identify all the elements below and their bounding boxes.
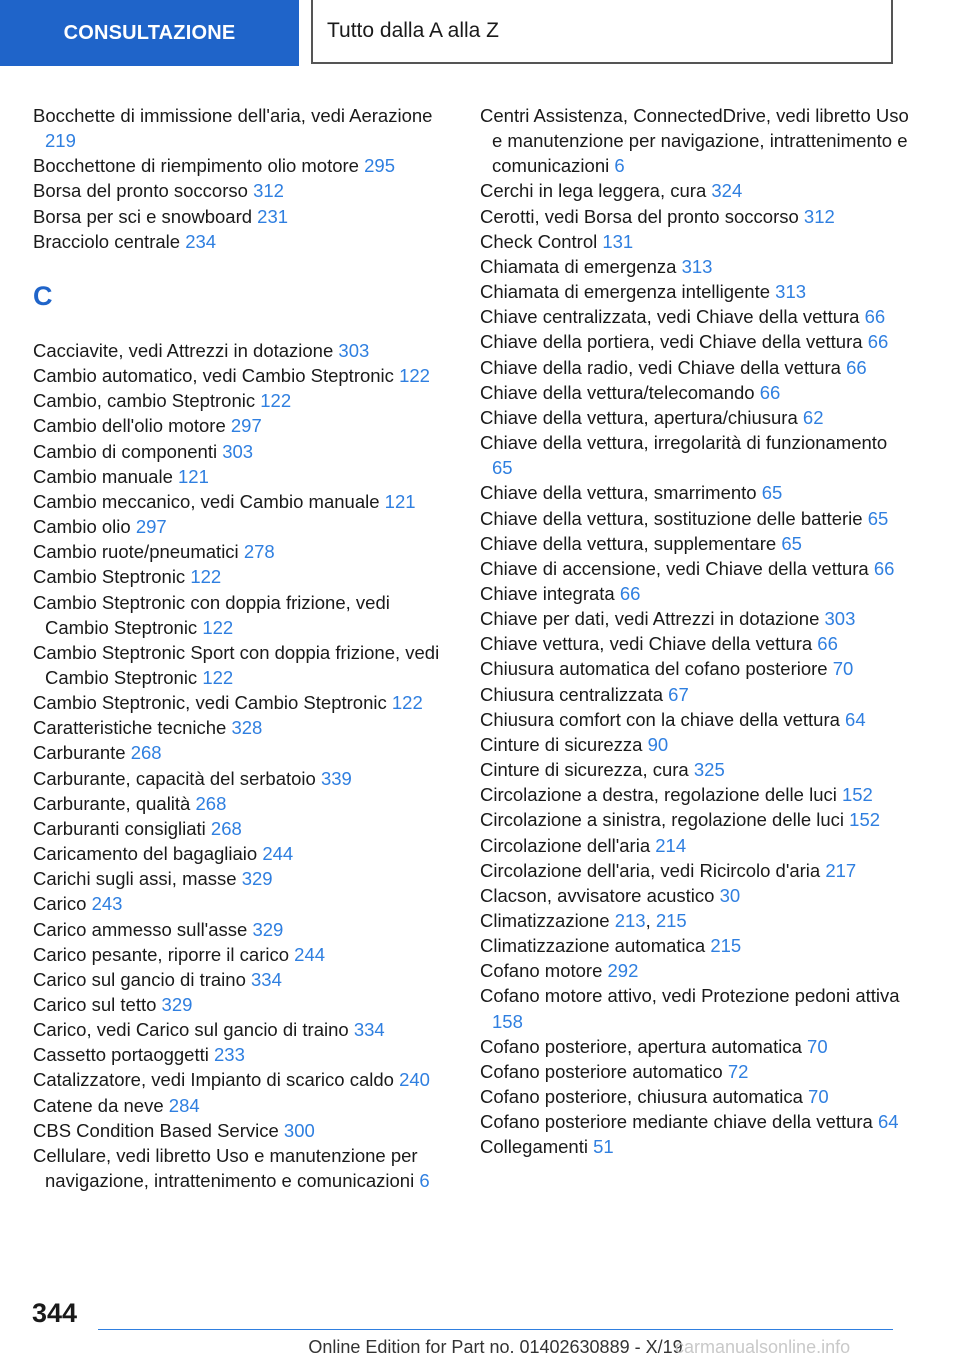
index-entry [480, 506, 910, 531]
index-entry [33, 539, 453, 564]
page-reference-link[interactable]: 244 [262, 843, 294, 865]
index-entry [480, 682, 910, 707]
page-reference-link[interactable]: 66 [846, 356, 867, 378]
index-entry [480, 883, 910, 908]
page-reference-link[interactable]: 268 [130, 742, 162, 764]
page-reference-link[interactable]: 90 [647, 733, 669, 755]
page-reference-link[interactable]: 243 [91, 893, 123, 915]
index-entry-text: Carburante, capacità del serbatoio [33, 767, 316, 789]
page-reference-link[interactable]: 65 [761, 482, 783, 504]
footer-divider [98, 1329, 893, 1330]
index-entry-text: Chiave della radio, vedi Chiave della vettura [480, 356, 841, 378]
index-entry-text: Chiave della vettura, supplementare [480, 532, 777, 554]
index-entry-text: Chiusura automatica del cofano posteriore [480, 658, 828, 680]
index-entry-text: Cambio olio [33, 516, 131, 538]
index-entry [480, 1034, 910, 1059]
index-entry-text: Borsa per sci e snowboard [33, 205, 253, 227]
index-entry [480, 329, 910, 354]
index-entry [480, 531, 910, 556]
index-entry-text: Cambio manuale [33, 465, 173, 487]
index-entry-text: Circolazione a sinistra, regolazione delle luci [480, 809, 845, 831]
index-entry [33, 841, 453, 866]
index-entry-text: Cofano posteriore, chiusura automatica [480, 1086, 803, 1108]
page-reference-link[interactable]: 300 [283, 1119, 315, 1141]
index-entry-text: Cambio Steptronic Sport con doppia frizione, vedi Cambio Steptronic [33, 641, 440, 688]
index-entry [33, 204, 453, 229]
index-entry-text: Cerchi in lega leggera, cura [480, 180, 707, 202]
index-entry [33, 891, 453, 916]
index-entry-text: Cerotti, vedi Borsa del pronto soccorso [480, 205, 799, 227]
index-entry [480, 1109, 910, 1134]
page-reference-link[interactable]: 213 [614, 910, 646, 931]
page-reference-link[interactable]: 122 [399, 365, 430, 387]
page-reference-link[interactable]: 303 [824, 608, 856, 630]
index-entry [33, 917, 453, 942]
page-reference-link[interactable]: 6 [419, 1170, 430, 1192]
page-reference-link[interactable]: 122 [190, 566, 222, 588]
page-reference-link[interactable]: 158 [492, 1010, 523, 1032]
index-entry-text: Chiusura comfort con la chiave della vettura [480, 708, 840, 730]
page-reference-link[interactable]: 30 [719, 884, 741, 906]
index-entry-text: Cassetto portaoggetti [33, 1044, 209, 1066]
page-reference-link[interactable]: 312 [803, 205, 835, 227]
page-reference-link[interactable]: 295 [364, 155, 395, 177]
index-entry-text: Carico ammesso sull'asse [33, 918, 248, 940]
index-entry [33, 1093, 453, 1118]
page-reference-link[interactable]: 244 [294, 943, 326, 965]
page-reference-link[interactable]: 313 [775, 281, 807, 303]
index-entry [33, 766, 453, 791]
index-entry-text: Catene da neve [33, 1094, 164, 1116]
index-entry-text: Carico sul tetto [33, 994, 157, 1015]
index-entry-text: Caratteristiche tecniche [33, 717, 227, 739]
page-reference-link[interactable]: 51 [593, 1136, 614, 1158]
page-number: 344 [32, 1298, 78, 1328]
index-entry-text: CBS Condition Based Service [33, 1119, 279, 1141]
index-entry-text: Centri Assistenza, ConnectedDrive, vedi libretto Uso e manutenzione per navigazione, intrattenimento e comunicazioni [480, 105, 909, 177]
page-reference-link[interactable]: 329 [241, 868, 273, 890]
index-entry [480, 656, 910, 681]
index-entry-text: Chiamata di emergenza intelligente [480, 281, 771, 303]
index-entry [480, 229, 910, 254]
index-entry [33, 1067, 453, 1092]
index-entry-text: Bocchettone di riempimento olio motore [33, 155, 359, 177]
index-entry-text: Cambio automatico, vedi Cambio Steptronic [33, 365, 394, 387]
page-reference-link[interactable]: 219 [45, 130, 76, 152]
page-reference-link[interactable]: 121 [178, 465, 209, 487]
index-entry [33, 489, 453, 514]
index-entry [480, 304, 910, 329]
index-entry [33, 564, 453, 589]
page-reference-link[interactable]: 313 [681, 255, 713, 277]
index-entry [480, 807, 910, 832]
edition-note: Online Edition for Part no. 01402630889 - X/19 [308, 1337, 683, 1357]
index-entry-text: Chiave centralizzata, vedi Chiave della vettura [480, 306, 860, 328]
page-reference-link[interactable]: 292 [607, 960, 639, 982]
page-reference-link[interactable]: 303 [338, 339, 370, 361]
page-reference-link[interactable]: 122 [391, 692, 423, 714]
index-entry [480, 204, 910, 229]
page-reference-link[interactable]: 65 [492, 457, 513, 479]
index-entry [480, 480, 910, 505]
page-reference-link[interactable]: 64 [845, 708, 866, 730]
page-reference-link[interactable]: 284 [168, 1094, 200, 1116]
index-entry [480, 983, 910, 1033]
index-entry [33, 1143, 453, 1193]
index-entry [33, 439, 453, 464]
index-entry-text: Check Control [480, 230, 598, 252]
index-entry [480, 732, 910, 757]
index-entry [33, 153, 453, 178]
index-entry [480, 757, 910, 782]
page-reference-link[interactable]: 268 [195, 792, 227, 814]
page-reference-link[interactable]: 122 [260, 390, 292, 412]
index-entry-text: Cofano posteriore automatico [480, 1060, 723, 1082]
index-entry [480, 606, 910, 631]
index-entry [480, 958, 910, 983]
index-entry-text: Cambio di componenti [33, 440, 218, 462]
index-entry [480, 380, 910, 405]
page-reference-link[interactable]: 70 [808, 1086, 829, 1108]
index-entry [480, 858, 910, 883]
index-entry-text: Borsa del pronto soccorso [33, 180, 248, 202]
page-reference-link[interactable]: 65 [867, 507, 889, 529]
index-entry-text: Circolazione dell'aria, vedi Ricircolo d'aria [480, 859, 821, 881]
page-reference-link[interactable]: 215 [655, 910, 687, 931]
page-reference-link[interactable]: 66 [864, 306, 886, 328]
index-entry-text: Cacciavite, vedi Attrezzi in dotazione [33, 339, 334, 361]
section-tab: CONSULTAZIONE [0, 0, 299, 66]
page-reference-link[interactable]: 67 [668, 683, 689, 705]
index-entry-text: Carico [33, 893, 87, 915]
index-entry-text: Cambio dell'olio motore [33, 415, 226, 437]
index-entry-text: Climatizzazione automatica [480, 935, 706, 957]
index-entry [33, 640, 453, 690]
index-entry [480, 355, 910, 380]
index-entry-text: Bracciolo centrale [33, 230, 181, 252]
index-entry [33, 514, 453, 539]
index-entry-text: Caricamento del bagagliaio [33, 843, 258, 865]
page-reference-link[interactable]: 6 [614, 155, 625, 177]
index-entry-text: Cofano posteriore, apertura automatica [480, 1035, 802, 1057]
page-reference-link[interactable]: 334 [251, 968, 282, 990]
page-reference-link[interactable]: 328 [231, 717, 263, 739]
index-entry-text: Clacson, avvisatore acustico [480, 884, 715, 906]
index-entry-text: Circolazione dell'aria [480, 834, 651, 856]
index-entry-text: Cinture di sicurezza [480, 733, 643, 755]
index-entry [480, 782, 910, 807]
index-entry-text: Cambio Steptronic con doppia frizione, vedi Cambio Steptronic [33, 591, 390, 638]
index-entry [33, 413, 453, 438]
index-entry [480, 103, 910, 178]
index-entry [480, 1059, 910, 1084]
index-entry-text: Climatizzazione [480, 910, 610, 931]
index-letter-heading: C [33, 280, 53, 311]
index-entry [33, 338, 453, 363]
index-entry-text: Bocchette di immissione dell'aria, vedi Aerazione [33, 105, 433, 126]
index-entry [480, 430, 910, 480]
page-reference-link[interactable]: 268 [210, 817, 242, 839]
page-reference-link[interactable]: 231 [257, 205, 289, 227]
page-reference-link[interactable]: 152 [841, 784, 873, 806]
index-entry-text: Carburante, qualità [33, 792, 191, 814]
index-entry [33, 464, 453, 489]
page-reference-link[interactable]: 70 [807, 1035, 828, 1057]
index-entry-text: Cofano posteriore mediante chiave della vettura [480, 1111, 873, 1133]
index-entry [33, 942, 453, 967]
page-reference-link[interactable]: 217 [825, 859, 857, 881]
index-entry [480, 556, 910, 581]
page-reference-link[interactable]: 66 [867, 331, 889, 353]
page-reference-link[interactable]: 122 [202, 616, 234, 638]
page-reference-link[interactable]: 334 [353, 1019, 385, 1041]
index-entry-text: Chiave della vettura, smarrimento [480, 482, 757, 504]
index-entry [480, 405, 910, 430]
index-entry-text: Cambio Steptronic [33, 566, 186, 588]
index-entry [33, 816, 453, 841]
index-entry [480, 933, 910, 958]
index-entry-text: Circolazione a destra, regolazione delle luci [480, 784, 837, 806]
page-reference-link[interactable]: 234 [185, 230, 217, 252]
index-entry [480, 1084, 910, 1109]
page-reference-link[interactable]: 329 [252, 918, 284, 940]
index-entry-text: Cambio ruote/pneumatici [33, 541, 239, 563]
index-entry [480, 833, 910, 858]
index-entry [33, 1042, 453, 1067]
page-reference-link[interactable]: 62 [802, 406, 824, 428]
page-reference-link[interactable]: 240 [399, 1069, 430, 1091]
index-entry [33, 590, 453, 640]
page-reference-link[interactable]: 66 [873, 557, 895, 579]
index-entry [33, 715, 453, 740]
index-entry-text: Carichi sugli assi, masse [33, 868, 237, 890]
index-entry-text: Chiave integrata [480, 582, 615, 604]
page-reference-link[interactable]: 329 [161, 994, 193, 1015]
page-reference-link[interactable]: 122 [202, 666, 234, 688]
index-entry [33, 992, 453, 1017]
index-entry-text: Chiave della vettura, irregolarità di funzionamento [480, 432, 888, 454]
index-entry [480, 254, 910, 279]
index-entry [480, 707, 910, 732]
index-entry [33, 791, 453, 816]
index-entry-text: Cinture di sicurezza, cura [480, 759, 689, 781]
index-entry [33, 178, 453, 203]
page-reference-link[interactable]: 325 [693, 759, 725, 781]
index-entry-text: Cambio Steptronic, vedi Cambio Steptronic [33, 692, 387, 714]
page-reference-link[interactable]: 65 [781, 532, 802, 554]
index-entry-text: Chiusura centralizzata [480, 683, 664, 705]
index-entry [33, 103, 453, 153]
index-entry-text: Carico sul gancio di traino [33, 968, 246, 990]
page-reference-link[interactable]: 121 [384, 490, 416, 512]
page-reference-link[interactable]: 66 [619, 582, 641, 604]
index-entry [33, 229, 453, 254]
index-entry-text: Chiave della portiera, vedi Chiave della vettura [480, 331, 863, 353]
page-reference-link[interactable]: 324 [711, 180, 743, 202]
index-entry-text: Carburanti consigliati [33, 817, 206, 839]
index-entry-text: Carico pesante, riporre il carico [33, 943, 290, 965]
page-reference-link[interactable]: 66 [759, 381, 781, 403]
page-reference-link[interactable]: 297 [135, 516, 167, 538]
index-entry [480, 1134, 910, 1159]
page-reference-link[interactable]: 312 [253, 180, 284, 202]
index-entry [33, 967, 453, 992]
index-entry [480, 279, 910, 304]
index-entry-text: Carico, vedi Carico sul gancio di traino [33, 1019, 349, 1041]
index-entry [480, 631, 910, 656]
page-reference-link[interactable]: 64 [878, 1111, 899, 1133]
page-header [0, 0, 960, 66]
index-entry-text: Cofano motore [480, 960, 603, 982]
page-reference-link[interactable]: 72 [727, 1060, 749, 1082]
index-entry-text: Chiave per dati, vedi Attrezzi in dotazione [480, 608, 820, 630]
index-entry [480, 581, 910, 606]
index-entry [33, 1017, 453, 1042]
page-reference-link[interactable]: 152 [849, 809, 881, 831]
index-entry-text: Chiave vettura, vedi Chiave della vettura [480, 633, 813, 655]
index-entry-text: Chiave della vettura, sostituzione delle batterie [480, 507, 863, 529]
index-entry [33, 866, 453, 891]
page-reference-link[interactable]: 214 [655, 834, 687, 856]
index-entry [33, 690, 453, 715]
index-entry [33, 740, 453, 765]
index-entry [33, 388, 453, 413]
index-entry-text: Cofano motore attivo, vedi Protezione pedoni attiva [480, 985, 900, 1007]
watermark: carmanualsonline.info [675, 1337, 851, 1357]
chapter-title: Tutto dalla A alla Z [311, 0, 893, 64]
page-reference-link[interactable]: 131 [602, 230, 634, 252]
page-reference-link[interactable]: 303 [222, 440, 254, 462]
index-entry-text: Collegamenti [480, 1136, 588, 1158]
index-entry [33, 363, 453, 388]
index-entry-text: Chiamata di emergenza [480, 255, 677, 277]
page-reference-link[interactable]: 70 [832, 658, 854, 680]
index-entry-text: Cambio meccanico, vedi Cambio manuale [33, 490, 380, 512]
index-entry-text: Carburante [33, 742, 126, 764]
index-entry [33, 1118, 453, 1143]
index-entry-text: Chiave della vettura, apertura/chiusura [480, 406, 798, 428]
page-reference-link[interactable]: 297 [230, 415, 262, 437]
page-reference-link[interactable]: 339 [320, 767, 352, 789]
page-reference-link[interactable]: 233 [214, 1044, 245, 1066]
index-column-right [480, 103, 910, 1160]
page-reference-link[interactable]: 278 [243, 541, 275, 563]
index-entry [480, 178, 910, 203]
index-entry-text: Cambio, cambio Steptronic [33, 390, 256, 412]
page-reference-link[interactable]: 66 [817, 633, 838, 655]
index-entry-text: Chiave della vettura/telecomando [480, 381, 755, 403]
index-entry-text: Catalizzatore, vedi Impianto di scarico caldo [33, 1069, 394, 1091]
index-column-left [33, 103, 453, 1193]
index-entry-text: Chiave di accensione, vedi Chiave della vettura [480, 557, 869, 579]
index-entry: Climatizzazione 213, 215 [480, 910, 687, 931]
index-entry-text: Cellulare, vedi libretto Uso e manutenzione per navigazione, intrattenimento e comunicazioni [33, 1144, 418, 1192]
page-reference-link[interactable]: 215 [710, 935, 742, 957]
